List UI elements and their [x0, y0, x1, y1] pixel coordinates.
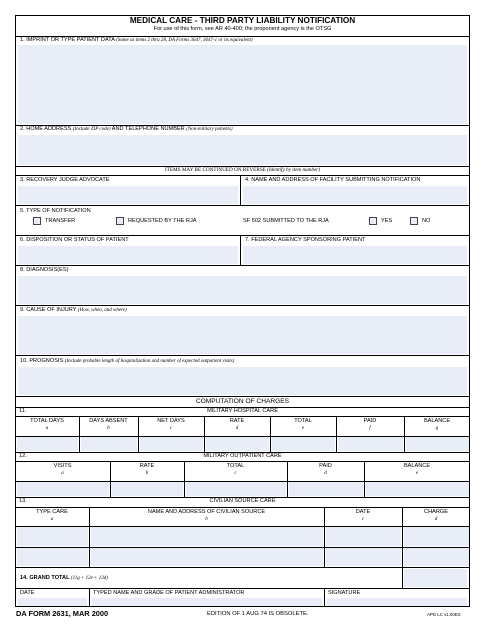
- no-checkbox[interactable]: [410, 217, 418, 225]
- requested-by-rja-checkbox[interactable]: [116, 217, 124, 225]
- cause-of-injury-field[interactable]: [18, 316, 467, 354]
- item-2-label: 2. HOME ADDRESS (Include ZIP code) AND TELEPHONE NUMBER (Non-military patients): [20, 126, 233, 132]
- column-letter: c: [234, 471, 237, 476]
- edition-note: EDITION OF 1 AUG 74 IS OBSOLETE.: [207, 611, 309, 617]
- date-field[interactable]: [18, 598, 87, 606]
- item-4-label: 4. NAME AND ADDRESS OF FACILITY SUBMITTING NOTIFICATION: [245, 177, 421, 183]
- column-letter: a: [61, 471, 64, 476]
- diagnoses-field[interactable]: [18, 276, 467, 304]
- form-subtitle: For use of this form, see AR 40-400; the proponent agency is the OTSG: [153, 26, 332, 32]
- grand-total-field[interactable]: [404, 569, 467, 587]
- charge-cell[interactable]: [112, 482, 183, 496]
- charge-cell[interactable]: [326, 527, 401, 546]
- signature-field[interactable]: [327, 598, 467, 606]
- item-11-title: MILITARY HOSPITAL CARE: [207, 408, 278, 414]
- column-header: RATE: [229, 418, 245, 424]
- column-letter: f: [369, 426, 371, 431]
- column-letter: a: [45, 426, 49, 431]
- item-14-label: 14. GRAND TOTAL (11g + 12e + 13d): [20, 575, 108, 581]
- column-letter: c: [361, 517, 365, 522]
- administrator-name-field[interactable]: [92, 598, 322, 606]
- facility-name-address-field[interactable]: [243, 186, 467, 204]
- charge-cell[interactable]: [338, 437, 403, 451]
- charge-cell[interactable]: [326, 548, 401, 566]
- column-header: RATE: [139, 463, 155, 469]
- item-1-label: 1. IMPRINT OR TYPE PATIENT DATA (Same as items 2 thru 28, DA Forms 3647, 3647-1 or its equivalent): [20, 37, 253, 43]
- item-13-number: 13.: [19, 498, 27, 504]
- column-header: CHARGE: [424, 509, 448, 515]
- charge-cell[interactable]: [206, 437, 269, 451]
- charge-cell[interactable]: [17, 482, 109, 496]
- recovery-judge-advocate-field[interactable]: [18, 186, 238, 204]
- charge-cell[interactable]: [17, 548, 88, 566]
- transfer-label: TRANSFER: [45, 218, 76, 224]
- item-8-label: 8. DIAGNOSIS(ES): [20, 267, 69, 273]
- column-letter: b: [145, 471, 149, 476]
- column-letter: b: [205, 517, 208, 522]
- column-letter: e: [301, 426, 305, 431]
- column-header: TOTAL: [294, 418, 312, 424]
- charge-cell[interactable]: [186, 482, 286, 496]
- item-13-title: CIVILIAN SOURCE CARE: [209, 498, 276, 504]
- column-header: DATE: [355, 509, 371, 515]
- column-header: TOTAL DAYS: [30, 418, 64, 424]
- column-letter: g: [435, 426, 439, 431]
- yes-label: YES: [381, 218, 393, 224]
- charge-cell[interactable]: [404, 527, 469, 546]
- patient-data-field[interactable]: [18, 45, 467, 124]
- item-11-number: 11.: [19, 408, 27, 414]
- column-header: BALANCE: [423, 418, 451, 424]
- column-letter: b: [107, 426, 110, 431]
- charge-cell[interactable]: [17, 527, 88, 546]
- charge-cell[interactable]: [406, 437, 469, 451]
- charge-cell[interactable]: [17, 437, 78, 451]
- column-header: TOTAL: [226, 463, 245, 469]
- charge-cell[interactable]: [81, 437, 137, 451]
- column-header: BALANCE: [403, 463, 431, 469]
- sf502-label: SF 502 SUBMITTED TO THE RJA: [243, 218, 329, 224]
- column-letter: e: [415, 471, 419, 476]
- item-9-label: 9. CAUSE OF INJURY (How, when, and where): [20, 307, 127, 313]
- item-3-label: 3. RECOVERY JUDGE ADVOCATE: [20, 177, 110, 183]
- charge-cell[interactable]: [289, 482, 363, 496]
- date-label: DATE: [20, 590, 35, 596]
- column-header: NET DAYS: [157, 418, 185, 424]
- prognosis-field[interactable]: [18, 367, 467, 395]
- column-header: TYPE CARE: [36, 509, 68, 515]
- column-header: NAME AND ADDRESS OF CIVILIAN SOURCE: [147, 509, 266, 515]
- item-5-label: 5. TYPE OF NOTIFICATION: [20, 208, 91, 214]
- signature-label: SIGNATURE: [328, 590, 361, 596]
- item-12-title: MILITARY OUTPATIENT CARE: [203, 453, 282, 459]
- home-address-field[interactable]: [18, 135, 467, 165]
- yes-checkbox[interactable]: [369, 217, 377, 225]
- charge-cell[interactable]: [140, 437, 203, 451]
- disposition-status-field[interactable]: [18, 246, 238, 264]
- administrator-label: TYPED NAME AND GRADE OF PATIENT ADMINISTRATOR: [93, 590, 245, 596]
- column-header: PAID: [319, 463, 332, 469]
- charge-cell[interactable]: [91, 548, 323, 566]
- column-header: PAID: [363, 418, 377, 424]
- transfer-checkbox[interactable]: [33, 217, 41, 225]
- item-12-number: 12.: [19, 453, 27, 459]
- apd-version: APD LC v1.00ES: [427, 612, 461, 617]
- item-6-label: 6. DISPOSITION OR STATUS OF PATIENT: [20, 237, 129, 243]
- charge-cell[interactable]: [272, 437, 335, 451]
- charges-title: COMPUTATION OF CHARGES: [195, 398, 290, 405]
- no-label: NO: [422, 218, 431, 224]
- item-10-label: 10. PROGNOSIS (Include probable length of hospitalization and number of expected outpatient visits): [20, 358, 235, 364]
- column-letter: a: [50, 517, 54, 522]
- item-7-label: 7. FEDERAL AGENCY SPONSORING PATIENT: [245, 237, 366, 243]
- column-header: VISITS: [53, 463, 72, 469]
- column-letter: c: [169, 426, 173, 431]
- column-letter: d: [324, 471, 327, 476]
- continued-note: ITEMS MAY BE CONTINUED ON REVERSE (Identify by item number): [164, 167, 321, 173]
- requested-by-rja-label: REQUESTED BY THE RJA: [128, 218, 197, 224]
- form-title: MEDICAL CARE - THIRD PARTY LIABILITY NOTIFICATION: [129, 16, 356, 25]
- charge-cell[interactable]: [91, 527, 323, 546]
- charge-cell[interactable]: [404, 548, 469, 566]
- column-letter: d: [235, 426, 239, 431]
- form-number: DA FORM 2631, MAR 2000: [16, 609, 109, 618]
- charge-cell[interactable]: [366, 482, 469, 496]
- federal-agency-field[interactable]: [243, 246, 467, 264]
- column-header: DAYS ABSENT: [89, 418, 128, 424]
- column-letter: d: [434, 517, 438, 522]
